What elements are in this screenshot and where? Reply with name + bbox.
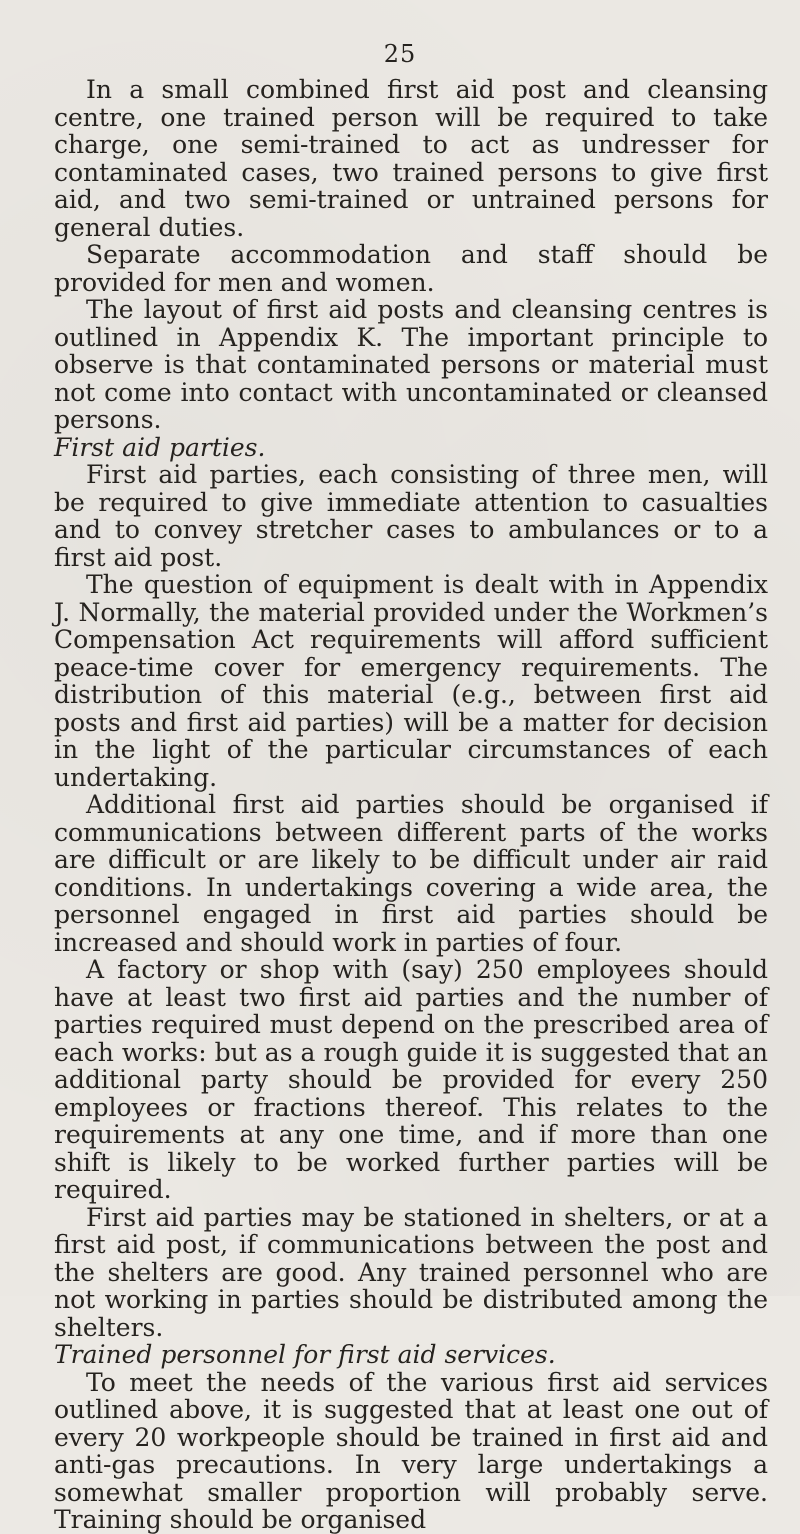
paragraph-additional-parties: Additional first aid parties should be organised if communications between different parts of the works are difficult or are likely to be difficult under air raid conditions. In undertakings covering a wide area, the personnel engaged in first aid parties should be increased and should work in parties of four. bbox=[54, 790, 768, 957]
paragraph-factory-guide: A factory or shop with (say) 250 employees should have at least two first aid parties and the number of parties required must depend on the prescribed area of each works: but as a rough guide it is suggested that an additional party should be provided for every 250 employees or fractions thereof. This relates to the requirements at any one time, and if more than one shift is likely to be worked further parties will be required. bbox=[54, 955, 768, 1204]
paragraph-parties-composition: First aid parties, each consisting of three men, will be required to give immediate attention to casualties and to convey stretcher cases to ambulances or to a first aid post. bbox=[54, 460, 768, 572]
paragraph-equipment: The question of equipment is dealt with in Appendix J. Normally, the material provided under the Workmen’s Compensation Act requirements will afford sufficient peace-time cover for emergency requirements. The distribution of this material (e.g., between first aid posts and first aid parties) will be a matter for decision in the light of the particular circumstances of each undertaking. bbox=[54, 570, 768, 792]
body-text bbox=[54, 76, 768, 1534]
paragraph-layout: The layout of first aid posts and cleansing centres is outlined in Appendix K. The important principle to observe is that contaminated persons or material must not come into contact with uncontaminated or cleansed persons. bbox=[54, 295, 768, 434]
page-number: 25 bbox=[383, 40, 417, 68]
paragraph-accommodation: Separate accommodation and staff should be provided for men and women. bbox=[54, 240, 768, 297]
heading-first-aid-parties: First aid parties. bbox=[54, 432, 266, 462]
paragraph-stationing: First aid parties may be stationed in shelters, or at a first aid post, if communications between the post and the shelters are good. Any trained personnel who are not working in parties should be distributed among the shelters. bbox=[54, 1202, 768, 1342]
heading-trained-personnel: Trained personnel for first aid services. bbox=[54, 1340, 556, 1369]
paragraph-staffing: In a small combined first aid post and cleansing centre, one trained person will be required to take charge, one semi-trained to act as undresser for contaminated cases, two trained persons to give first aid, and two semi-trained or untrained persons for general duties. bbox=[54, 75, 768, 242]
paragraph-training: To meet the needs of the various first aid services outlined above, it is suggested that at least one out of every 20 workpeople should be trained in first aid and anti-gas precautions. In very large undertakings a somewhat smaller proportion will probably serve. Training should be organised bbox=[54, 1367, 768, 1534]
